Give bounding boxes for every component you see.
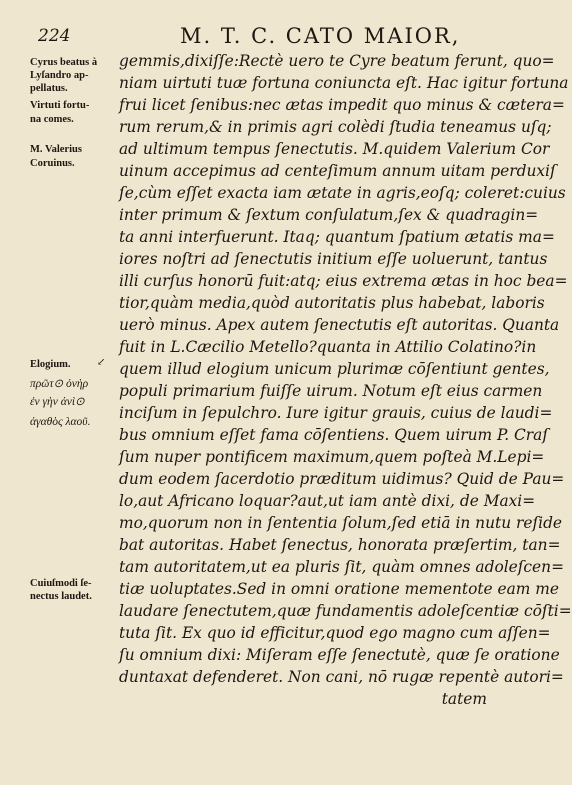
text-line: tam autoritatem,ut ea pluris ſit, quàm omnes adoleſcen=: [119, 558, 564, 576]
page-header: [0, 24, 500, 48]
text-line: fuit in L.Cæcilio Metello?quanta in Attilio Colatino?in: [119, 338, 537, 356]
text-line: tiæ uoluptates.Sed in omni oratione mementote eam me: [119, 580, 559, 598]
margin-note-virtue: Virtuti fortu-: [30, 100, 90, 111]
hand-mark-icon: ↙: [97, 357, 106, 368]
text-line: niam uirtuti tuæ fortuna coniuncta eſt. Hac igitur fortuna: [119, 74, 569, 92]
text-line: inter primum & ſextum conſulatum,ſex & quadragin=: [119, 206, 539, 224]
margin-note-valerius: M. Valerius: [30, 144, 82, 155]
text-line: tuta ſit. Ex quo id efficitur,quod ego magno cum aſſen=: [119, 624, 551, 642]
text-line: populi primarium fuiſſe uirum. Notum eſt eius carmen: [119, 382, 543, 400]
text-line: laudare ſenectutem,quæ fundamentis adoleſcentiæ cōſti=: [119, 602, 572, 620]
margin-note-greek: ἀγαθὸς λαοῦ.: [30, 416, 91, 428]
text-line: dum eodem ſacerdotio præditum uidimus? Quid de Pau=: [119, 470, 565, 488]
text-line: tior,quàm media,quòd autoritatis plus habebat, laboris: [119, 294, 545, 312]
margin-note-virtue: na comes.: [30, 114, 74, 125]
text-line: gemmis,dixiſſe:Rectè uero te Cyre beatum ferunt, quo=: [119, 52, 555, 70]
text-line: ſe,cùm eſſet exacta iam ætate in agris,eoſq; coleret:cuius: [119, 184, 566, 202]
text-line: mo,quorum non in ſententia ſolum,ſed etiā in nutu reſide: [119, 514, 563, 532]
text-line: ad ultimum tempus ſenectutis. M.quidem Valerium Cor: [119, 140, 550, 158]
text-line: iores noſtri ad ſenectutis initium eſſe uoluerunt, tantus: [119, 250, 548, 268]
text-line: inciſum in ſepulchro. Iure igitur grauis, cuius de laudi=: [119, 404, 553, 422]
text-line: uerò minus. Apex autem ſenectutis eſt autoritas. Quanta: [119, 316, 560, 334]
margin-note-elogium: Elogium.: [30, 359, 71, 370]
text-line: ſum nuper pontificem maximum,quem poſteà M.Lepi=: [119, 448, 545, 466]
text-line: bat autoritas. Habet ſenectus, honorata præſertim, tan=: [119, 536, 561, 554]
text-line: bus omnium eſſet fama cōſentiens. Quem uirum P. Craſ: [119, 426, 549, 444]
text-line: quem illud elogium unicum plurimæ cōſentiunt gentes,: [119, 360, 550, 378]
margin-note-greek: ἐν γὴν ἀνὶ⊙: [30, 396, 85, 408]
margin-note-greek: πρῶτ⊙ ὀνὴρ: [30, 378, 89, 390]
text-line: lo,aut Africano loquar?aut,ut iam antè dixi, de Maxi=: [119, 492, 536, 510]
margin-note-cyrus: Lyſandro ap-: [30, 70, 89, 81]
text-line: frui licet ſenibus:nec ætas impedit quo minus & cætera=: [119, 96, 565, 114]
text-line: uinum accepimus ad centeſimum annum uitam perduxiſ: [119, 162, 556, 180]
text-line: ſu omnium dixi: Miſeram eſſe ſenectutè, quæ ſe oratione: [119, 646, 560, 664]
text-line: ta anni interfuerunt. Itaq; quantum ſpatium ætatis ma=: [119, 228, 555, 246]
text-line: illi curſus honorū fuit:atq; eius extrema ætas in hoc bea=: [119, 272, 568, 290]
text-line: duntaxat defenderet. Non cani, nō rugæ repentè autori=: [119, 668, 564, 686]
catchword: tatem: [441, 690, 487, 708]
margin-note-cyrus: pellatus.: [30, 83, 68, 94]
folio-number: 224: [38, 26, 71, 46]
margin-note-cyrus: Cyrus beatus à: [30, 57, 98, 68]
margin-note-laudet: nectus laudet.: [30, 591, 92, 602]
text-line: rum rerum,& in primis agri colèdi ſtudia teneamus uſq;: [119, 118, 552, 136]
margin-note-laudet: Cuiuſmodi ſe-: [30, 578, 92, 589]
running-title: M. T. C. CATO MAIOR,: [180, 24, 461, 48]
margin-note-valerius: Coruinus.: [30, 158, 75, 169]
